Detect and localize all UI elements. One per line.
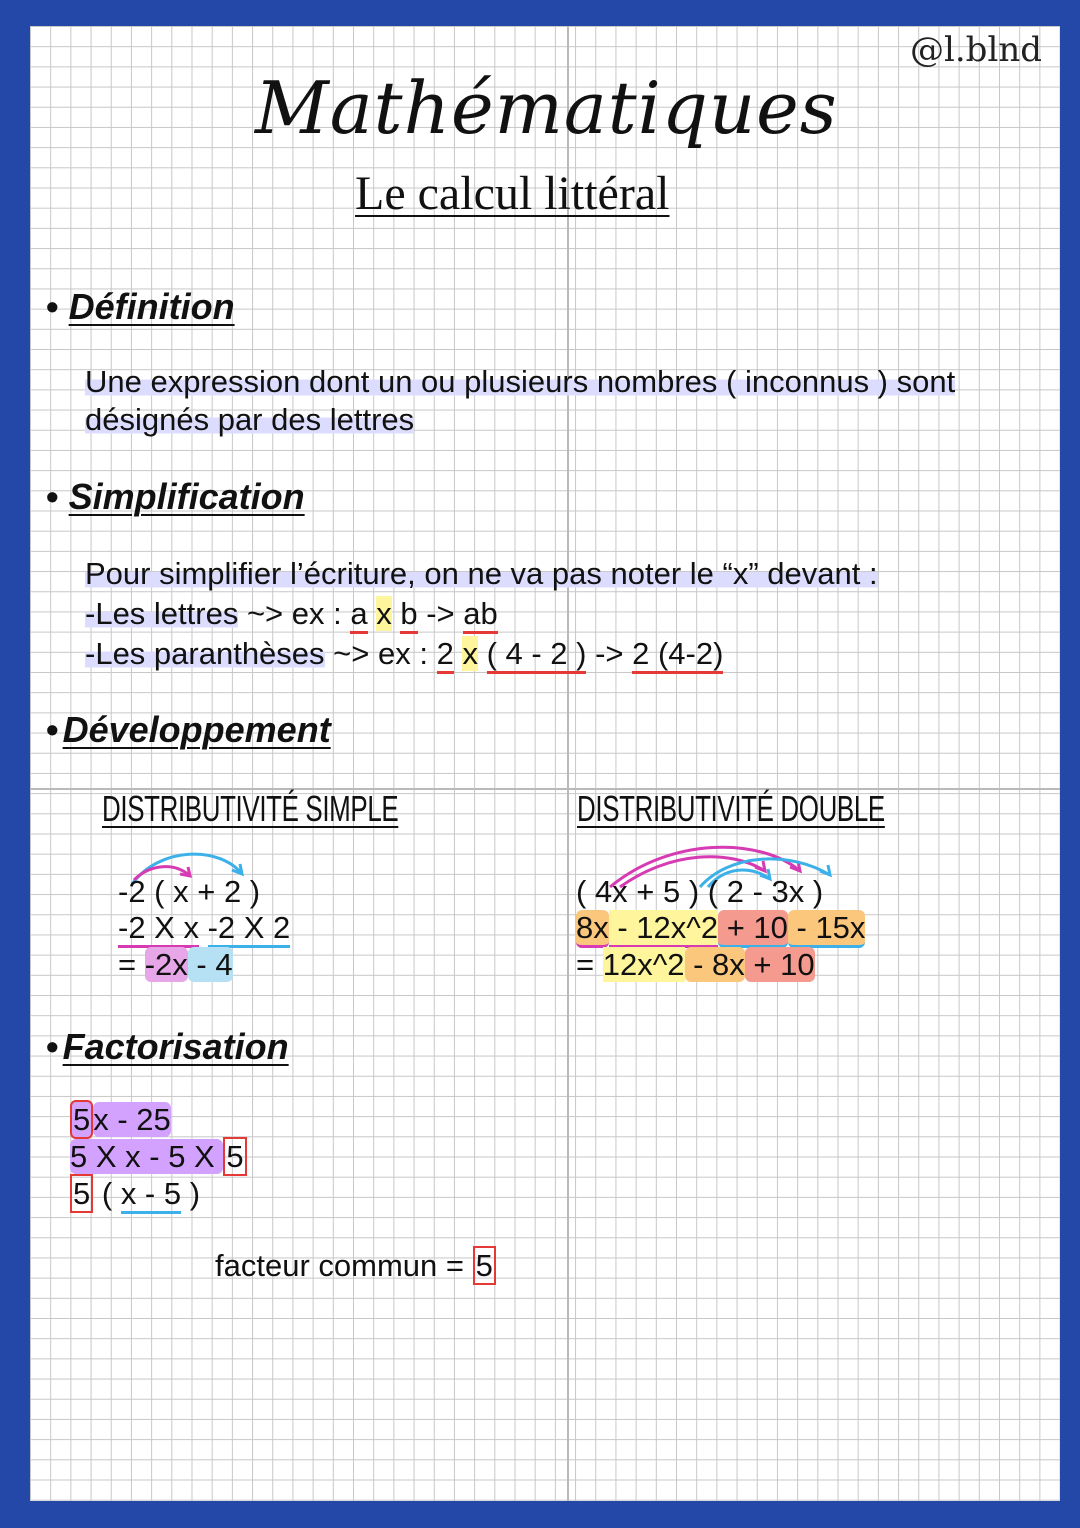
simple-line-1: -2 ( x + 2 ) [118,874,261,909]
double-line-1: ( 4x + 5 ) ( 2 - 3x ) [576,874,824,909]
distributivite-double-title: DISTRIBUTIVITÉ DOUBLE [577,788,885,829]
definition-text-line-2: désignés par des lettres [85,402,415,437]
simplification-rule-letters: -Les lettres ~> ex : a x b -> ab [85,596,498,632]
distributivite-simple-title: DISTRIBUTIVITÉ SIMPLE [102,788,399,829]
author-handle: @l.blnd [910,30,1042,70]
page-subtitle: Le calcul littéral [355,167,670,220]
common-factor-value: 5 [473,1246,496,1285]
double-line-3: = 12x^2 - 8x + 10 [576,947,815,982]
definition-text-line-1: Une expression dont un ou plusieurs nombres ( inconnus ) sont [85,364,956,399]
simplification-heading: • Simplification [46,476,305,517]
page-divider-vertical [567,26,569,1501]
simple-line-2: -2 X x -2 X 2 [118,910,290,946]
grid-paper-sheet [30,26,1060,1501]
common-factor: facteur commun = 5 [215,1248,496,1284]
simple-line-3: = -2x - 4 [118,947,233,982]
simplification-rule-parentheses: -Les paranthèses ~> ex : 2 x ( 4 - 2 ) -> 2 (4-2) [85,636,723,672]
double-line-2: 8x - 12x^2 + 10 - 15x [576,910,865,946]
factorisation-line-2: 5 X x - 5 X 5 [70,1139,247,1175]
developpement-heading: • Développement [46,709,331,750]
page-title: Mathématiques [255,66,838,150]
factorisation-line-1: 5x - 25 [70,1102,171,1138]
definition-heading: • Définition [46,286,235,327]
simplification-intro: Pour simplifier l’écriture, on ne va pas noter le “x” devant : [85,556,878,591]
factorisation-line-3: 5 ( x - 5 ) [70,1176,200,1212]
factorisation-heading: • Factorisation [46,1026,289,1067]
arrowhead-pink-double-2 [755,861,765,871]
